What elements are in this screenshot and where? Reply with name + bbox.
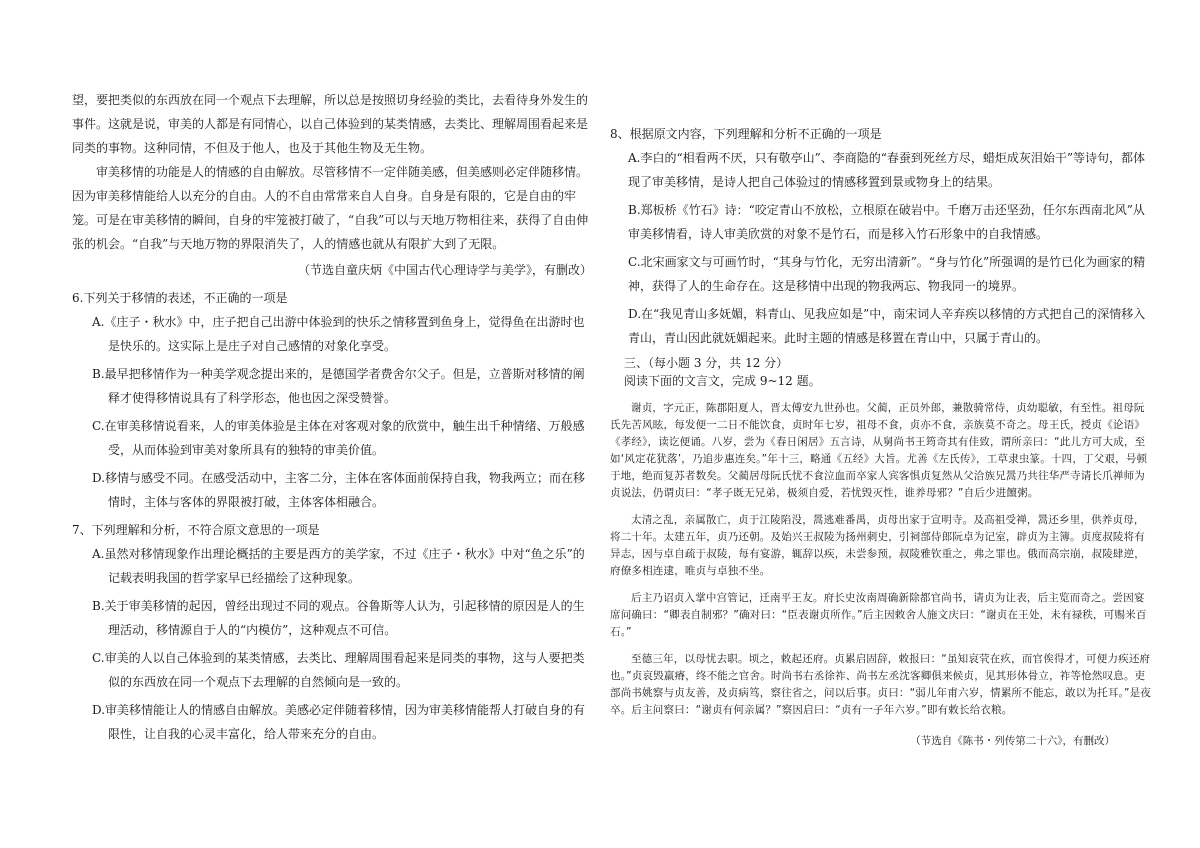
question-8-option-a: A.李白的“相看两不厌，只有敬亭山”、李商隐的“春蚕到死丝方尽，蜡炬成灰泪始干”等诗句，都体现了审美移情，是诗人把自己体验过的情感移置到景或物身上的结果。 — [628, 151, 1146, 189]
question-6-stem: 6.下列关于移情的表述，不正确的一项是 — [72, 291, 288, 305]
passage-source: （节选自童庆炳《中国古代心理诗学与美学》，有删改） — [297, 263, 592, 277]
classical-source: （节选自《陈书・列传第二十六》，有删改） — [910, 735, 1115, 747]
question-8-stem: 8、根据原文内容，下列理解和分析不正确的一项是 — [610, 127, 882, 141]
question-6-option-a: A.《庄子・秋水》中，庄子把自己出游中体验到的快乐之情移置到鱼身上，觉得鱼在出游时也是快乐的。这实际上是庄子对自己感情的对象化享受。 — [92, 315, 585, 353]
question-8-option-d: D.在“我见青山多妩媚，料青山、见我应如是”中，南宋词人辛弃疾以移情的方式把自己的深情移入青山，青山因此就妩媚起来。此时主题的情感是移置在青山中，只属于青山的。 — [628, 307, 1146, 345]
right-column — [610, 122, 1155, 750]
question-7-option-b: B.关于审美移情的起因，曾经出现过不同的观点。谷鲁斯等人认为，引起移情的原因是人的生理活动，移情源自于人的“内模仿”，这种观点不可信。 — [92, 599, 585, 637]
classical-paragraph: 谢贞，字元正，陈郡阳夏人，晋太傅安九世孙也。父蔺，正员外郎，兼散骑常侍，贞幼聪敏，有至性。祖母阮氏先苦风眩，每发便一二日不能饮食，贞时年七岁，祖母不食，贞亦不食，亲族莫不奇之。母王氏，授贞《论语》《孝经》，读讫便诵。八岁，尝为《春日闲居》五言诗，从舅尚书王筠奇其有佳致，谓所亲曰：“此儿方可大成，至如‘风定花犹落’，乃追步惠连矣。”年十三，略通《五经》大旨。尤善《左氏传》，工草隶虫篆。十四，丁父艰，号顿于地，绝而复苏者数矣。父蔺居母阮氏忧不食泣血而卒家人宾客惧贞复然从父洽族兄暠乃共往华严寺请长爪禅师为贞说法，仍谓贞曰：“孝子既无兄弟，极须自爱，若忧毁灭性，谁养母邪？”自后少进饘粥。 — [610, 402, 1148, 499]
passage-paragraph: 审美移情的功能是人的情感的自由解放。尽管移情不一定伴随美感，但美感则必定伴随移情。因为审美移情能给人以充分的自由。人的不自由常常来自人自身。自身是有限的，它是自由的牢笼。可是在审美移情的瞬间，自身的牢笼被打破了，“自我”可以与天地万物相往来，获得了自由伸张的机会。“自我”与天地万物的界限消失了，人的情感也就从有限扩大到了无限。 — [72, 165, 589, 251]
question-8-option-b: B.郑板桥《竹石》诗：“咬定青山不放松，立根原在破岩中。千磨万击还坚劲，任尔东西南北风”从审美移情看，诗人审美欣赏的对象不是竹石，而是移入竹石形象中的自我情感。 — [628, 203, 1145, 241]
question-8-option-c: C.北宋画家文与可画竹时，“其身与竹化，无穷出清新”。“身与竹化”所强调的是竹已化为画家的精神，获得了人的生命存在。这是移情中出现的物我两忘、物我同一的境界。 — [628, 255, 1146, 293]
question-6-option-d: D.移情与感受不同。在感受活动中，主客二分，主体在客体面前保持自我，物我两立；而在移情时，主体与客体的界限被打破，主体客体相融合。 — [92, 471, 586, 509]
classical-paragraph: 后主乃诏贞入掌中宫管记，迁南平王友。府长史汝南周确新除都官尚书，请贞为让表，后主览而奇之。尝因宴席问确曰：“卿表自制邪？”确对曰：“臣表谢贞所作。”后主因敕舍人施文庆曰：“谢贞在王处，未有禄秩，可赐米百石。” — [610, 592, 1147, 638]
passage-paragraph: 望，要把类似的东西放在同一个观点下去理解，所以总是按照切身经验的类比，去看待身外发生的事件。这就是说，审美的人都是有同情心，以自己体验到的某类情感，去类比、理解周围看起来是同类的事物。这种同情，不但及于他人，也及于其他生物及无生物。 — [72, 93, 589, 155]
question-7-option-c: C.审美的人以自己体验到的某类情感，去类比、理解周围看起来是同类的事物，这与人要把类似的东西放在同一个观点下去理解的自然倾向是一致的。 — [92, 651, 585, 689]
section-3-instruction: 阅读下面的文言文，完成 9~12 题。 — [624, 374, 821, 388]
question-7-stem: 7、下列理解和分析，不符合原文意思的一项是 — [72, 523, 320, 537]
classical-paragraph: 太清之乱，亲属散亡，贞于江陵陷没，暠逃难番禺，贞母出家于宣明寺。及高祖受禅，暠还乡里，供养贞母，将二十年。太建五年，贞乃还朝。及始兴王叔陵为扬州刺史，引祠部侍郎阮卓为记室，辟贞为主簿。贞度叔陵将有异志，因与卓自疏于叔陵，每有宴游，辄辞以疾，未尝参预，叔陵雅钦重之，弗之罪也。俄而高宗崩，叔陵肆逆，府僚多相连逮，唯贞与卓独不坐。 — [610, 514, 1145, 577]
question-7-option-d: D.审美移情能让人的情感自由解放。美感必定伴随着移情，因为审美移情能帮人打破自身的有限性，让自我的心灵丰富化，给人带来充分的自由。 — [92, 703, 586, 741]
section-3-title: 三、（每小题 3 分，共 12 分） — [624, 356, 789, 370]
left-column — [72, 88, 592, 750]
question-7-option-a: A.虽然对移情现象作出理论概括的主要是西方的美学家，不过《庄子・秋水》中对“鱼之乐”的记载表明我国的哲学家早已经描绘了这种现象。 — [92, 547, 585, 585]
classical-paragraph: 至德三年，以母忧去职。顷之，敕起还府。贞累启固辞，敕报曰：“虽知哀茕在疚，而官俟得才，可便力疾还府也。”贞哀毁羸瘠，终不能之官舍。时尚书右丞徐祚、尚书左丞沈客卿俱来候贞，见其形体骨立，祚等怆然叹息。吏部尚书姚察与贞友善，及贞病笃，察往省之，问以后事。贞曰：“弱儿年甫六岁，情累所不能忘，敢以为托耳。”是夜卒。后主问察曰：“谢贞有何亲属？”察因启曰：“贞有一子年六岁。”即有敕长给衣粮。 — [610, 653, 1152, 716]
question-6-option-c: C.在审美移情说看来，人的审美体验是主体在对客观对象的欣赏中，触生出千种情绪、万般感受，从而体验到审美对象所具有的独特的审美价值。 — [92, 419, 585, 457]
question-6-option-b: B.最早把移情作为一种美学观念提出来的，是德国学者费舍尔父子。但是，立普斯对移情的阐释才使得移情说具有了科学形态，他也因之深受赞誉。 — [92, 367, 585, 405]
